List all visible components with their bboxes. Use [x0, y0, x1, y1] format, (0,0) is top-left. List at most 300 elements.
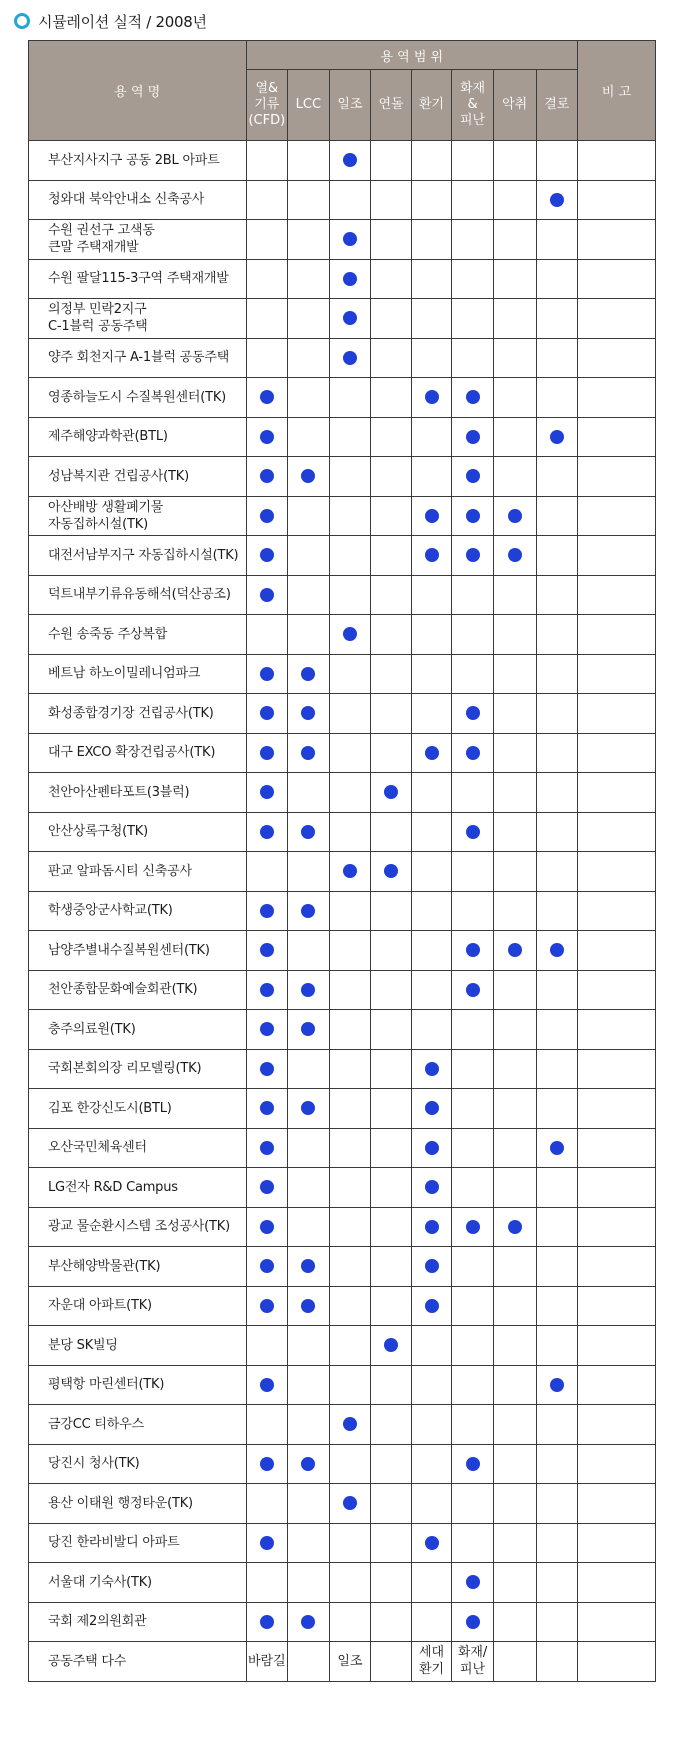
applied-dot-icon: [425, 1220, 439, 1234]
scope-cell: [536, 417, 578, 457]
applied-dot-icon: [425, 746, 439, 760]
scope-column-header: 열& 기류 (CFD): [246, 70, 288, 141]
scope-cell: [288, 457, 330, 497]
scope-cell: [288, 931, 330, 971]
service-name-cell: 의정부 민락2지구 C-1블럭 공동주택: [29, 299, 247, 339]
applied-dot-icon: [466, 706, 480, 720]
scope-cell: [452, 970, 494, 1010]
scope-cell: [288, 536, 330, 576]
applied-dot-icon: [260, 1101, 274, 1115]
scope-cell: [411, 1286, 452, 1326]
table-row: [29, 1049, 656, 1089]
table-row: [29, 141, 656, 181]
scope-cell: [371, 1523, 412, 1563]
scope-cell: [288, 1207, 330, 1247]
scope-column-header: 일조: [329, 70, 371, 141]
scope-cell: [493, 1286, 536, 1326]
service-name-cell: 자운대 아파트(TK): [29, 1286, 247, 1326]
table-row: [29, 1405, 656, 1445]
scope-cell: [536, 575, 578, 615]
service-name-cell: 청와대 북악안내소 신축공사: [29, 180, 247, 220]
scope-cell: [371, 1049, 412, 1089]
service-name-cell: 공동주택 다수: [29, 1642, 247, 1682]
scope-cell: [371, 1207, 412, 1247]
scope-cell: [536, 457, 578, 497]
scope-cell: [493, 733, 536, 773]
applied-dot-icon: [260, 1259, 274, 1273]
scope-cell: [246, 1484, 288, 1524]
scope-cell: [493, 496, 536, 536]
scope-cell: [371, 812, 412, 852]
scope-cell: [288, 1563, 330, 1603]
applied-dot-icon: [466, 746, 480, 760]
scope-cell: [411, 141, 452, 181]
service-name-cell: 오산국민체육센터: [29, 1128, 247, 1168]
scope-cell: [493, 1128, 536, 1168]
scope-cell: [411, 891, 452, 931]
scope-cell: [288, 773, 330, 813]
scope-cell: [493, 575, 536, 615]
applied-dot-icon: [466, 983, 480, 997]
remarks-cell: [578, 1602, 656, 1642]
scope-cell: [371, 852, 412, 892]
applied-dot-icon: [343, 153, 357, 167]
scope-cell: [246, 1089, 288, 1129]
applied-dot-icon: [260, 706, 274, 720]
service-name-cell: 대구 EXCO 확장건립공사(TK): [29, 733, 247, 773]
scope-cell: [371, 1405, 412, 1445]
scope-cell: [288, 654, 330, 694]
scope-cell: [493, 654, 536, 694]
scope-cell: [411, 694, 452, 734]
scope-cell: [288, 1444, 330, 1484]
applied-dot-icon: [301, 1299, 315, 1313]
scope-cell: [288, 1247, 330, 1287]
scope-cell: [329, 891, 371, 931]
table-row: [29, 536, 656, 576]
scope-cell: [288, 575, 330, 615]
scope-cell: [536, 1010, 578, 1050]
remarks-cell: [578, 1049, 656, 1089]
scope-cell: [452, 1484, 494, 1524]
scope-cell: [246, 891, 288, 931]
scope-cell: [411, 575, 452, 615]
scope-cell: [288, 1089, 330, 1129]
remarks-cell: [578, 575, 656, 615]
table-row: [29, 1642, 656, 1682]
applied-dot-icon: [301, 825, 315, 839]
scope-column-header: 환기: [411, 70, 452, 141]
scope-cell: [536, 1128, 578, 1168]
scope-cell: [246, 812, 288, 852]
scope-column-header: 결로: [536, 70, 578, 141]
table-row: [29, 259, 656, 299]
scope-cell: [536, 259, 578, 299]
scope-cell: [536, 1168, 578, 1208]
scope-cell: [246, 1642, 288, 1682]
scope-cell: [288, 180, 330, 220]
scope-cell: [411, 220, 452, 260]
scope-cell: [452, 1444, 494, 1484]
service-name-header: 용 역 명: [29, 41, 247, 141]
applied-dot-icon: [508, 509, 522, 523]
applied-dot-icon: [425, 509, 439, 523]
service-name-cell: 서울대 기숙사(TK): [29, 1563, 247, 1603]
applied-dot-icon: [260, 785, 274, 799]
remarks-cell: [578, 773, 656, 813]
scope-cell: [411, 338, 452, 378]
applied-dot-icon: [260, 825, 274, 839]
scope-cell: [329, 1089, 371, 1129]
service-name-cell: 천안종합문화예술회관(TK): [29, 970, 247, 1010]
table-row: [29, 1089, 656, 1129]
scope-cell: [536, 891, 578, 931]
remarks-cell: [578, 1405, 656, 1445]
applied-dot-icon: [301, 1101, 315, 1115]
table-row: [29, 1326, 656, 1366]
applied-dot-icon: [425, 1101, 439, 1115]
applied-dot-icon: [466, 1457, 480, 1471]
scope-cell: [536, 1602, 578, 1642]
scope-cell: [329, 694, 371, 734]
service-name-cell: 수원 팔달115-3구역 주택재개발: [29, 259, 247, 299]
scope-cell: [371, 1128, 412, 1168]
scope-cell: [452, 1247, 494, 1287]
scope-cell: [288, 1405, 330, 1445]
scope-cell: [329, 1326, 371, 1366]
table-row: [29, 299, 656, 339]
scope-cell: [411, 496, 452, 536]
scope-cell: [452, 654, 494, 694]
applied-dot-icon: [260, 1141, 274, 1155]
scope-cell: [493, 1049, 536, 1089]
scope-cell: [536, 180, 578, 220]
remarks-cell: [578, 1642, 656, 1682]
table-row: [29, 1484, 656, 1524]
scope-cell: [371, 615, 412, 655]
scope-cell: [536, 299, 578, 339]
table-row: [29, 1563, 656, 1603]
scope-cell: [493, 1089, 536, 1129]
scope-cell: [536, 1049, 578, 1089]
scope-cell: [411, 1128, 452, 1168]
service-name-cell: 충주의료원(TK): [29, 1010, 247, 1050]
remarks-cell: [578, 615, 656, 655]
scope-cell: [246, 931, 288, 971]
applied-dot-icon: [301, 1259, 315, 1273]
applied-dot-icon: [550, 193, 564, 207]
scope-cell: [371, 1089, 412, 1129]
scope-cell: [246, 615, 288, 655]
scope-cell: [246, 773, 288, 813]
scope-cell: [452, 1089, 494, 1129]
remarks-cell: [578, 1089, 656, 1129]
scope-cell: [411, 1207, 452, 1247]
scope-cell: [452, 1010, 494, 1050]
applied-dot-icon: [260, 943, 274, 957]
applied-dot-icon: [343, 351, 357, 365]
scope-cell: [371, 694, 412, 734]
remarks-cell: [578, 694, 656, 734]
scope-cell: [411, 654, 452, 694]
applied-dot-icon: [425, 1299, 439, 1313]
scope-cell: [452, 417, 494, 457]
applied-dot-icon: [301, 904, 315, 918]
scope-cell: [536, 1286, 578, 1326]
table-row: [29, 378, 656, 418]
scope-cell: [329, 378, 371, 418]
scope-cell: [288, 1168, 330, 1208]
scope-cell: [371, 733, 412, 773]
service-name-cell: 천안아산펜타포트(3블럭): [29, 773, 247, 813]
scope-cell: [246, 1168, 288, 1208]
scope-cell: [246, 457, 288, 497]
scope-cell: [493, 694, 536, 734]
scope-cell: [371, 220, 412, 260]
scope-cell: [493, 220, 536, 260]
scope-cell: [411, 931, 452, 971]
table-row: [29, 970, 656, 1010]
applied-dot-icon: [343, 232, 357, 246]
scope-cell: [371, 496, 412, 536]
scope-cell: [329, 299, 371, 339]
scope-cell: [246, 1326, 288, 1366]
scope-cell: [329, 1247, 371, 1287]
service-name-cell: 수원 송죽동 주상복합: [29, 615, 247, 655]
scope-cell: [536, 654, 578, 694]
scope-cell: [329, 536, 371, 576]
scope-cell: [452, 1523, 494, 1563]
scope-cell: [452, 852, 494, 892]
scope-cell: [329, 417, 371, 457]
service-name-cell: 분당 SK빌딩: [29, 1326, 247, 1366]
scope-cell: [288, 615, 330, 655]
applied-dot-icon: [550, 1141, 564, 1155]
remarks-cell: [578, 1326, 656, 1366]
table-row: [29, 1128, 656, 1168]
scope-cell: [536, 1207, 578, 1247]
scope-cell: [493, 891, 536, 931]
scope-cell: [246, 180, 288, 220]
table-row: [29, 1168, 656, 1208]
applied-dot-icon: [260, 1220, 274, 1234]
applied-dot-icon: [550, 430, 564, 444]
scope-cell: [493, 615, 536, 655]
scope-cell: [536, 1247, 578, 1287]
applied-dot-icon: [301, 1615, 315, 1629]
scope-column-header: 화재 & 피난: [452, 70, 494, 141]
scope-cell: [411, 259, 452, 299]
scope-cell: [411, 1563, 452, 1603]
scope-cell: [246, 338, 288, 378]
table-row: [29, 1523, 656, 1563]
scope-cell: [288, 496, 330, 536]
scope-cell: [452, 536, 494, 576]
scope-cell: [288, 220, 330, 260]
applied-dot-icon: [466, 430, 480, 444]
scope-cell: [536, 733, 578, 773]
scope-cell: [246, 970, 288, 1010]
applied-dot-icon: [425, 1141, 439, 1155]
applied-dot-icon: [425, 1062, 439, 1076]
service-name-cell: 평택항 마린센터(TK): [29, 1365, 247, 1405]
scope-cell: [493, 180, 536, 220]
table-row: [29, 1602, 656, 1642]
table-row: [29, 654, 656, 694]
scope-cell: [371, 1444, 412, 1484]
scope-cell: [493, 1010, 536, 1050]
scope-cell: [493, 1207, 536, 1247]
service-name-cell: 광교 물순환시스템 조성공사(TK): [29, 1207, 247, 1247]
remarks-cell: [578, 141, 656, 181]
scope-cell: [329, 1049, 371, 1089]
applied-dot-icon: [260, 1378, 274, 1392]
scope-cell: [452, 575, 494, 615]
scope-cell: [536, 220, 578, 260]
scope-cell: [371, 141, 412, 181]
scope-cell: [493, 1365, 536, 1405]
scope-cell: [411, 1326, 452, 1366]
applied-dot-icon: [260, 904, 274, 918]
scope-cell: [246, 1207, 288, 1247]
scope-cell: [452, 378, 494, 418]
scope-cell: [411, 1010, 452, 1050]
applied-dot-icon: [260, 1180, 274, 1194]
scope-cell: [411, 1642, 452, 1682]
applied-dot-icon: [343, 272, 357, 286]
applied-dot-icon: [466, 1220, 480, 1234]
scope-cell: [329, 1444, 371, 1484]
table-row: [29, 338, 656, 378]
scope-cell: [536, 1642, 578, 1682]
scope-cell: [536, 852, 578, 892]
scope-cell: [329, 733, 371, 773]
applied-dot-icon: [260, 667, 274, 681]
scope-cell: [329, 654, 371, 694]
scope-cell: [452, 931, 494, 971]
scope-cell: [246, 1563, 288, 1603]
scope-cell: [452, 615, 494, 655]
scope-cell: [411, 812, 452, 852]
scope-cell: [246, 575, 288, 615]
applied-dot-icon: [425, 390, 439, 404]
scope-cell: [493, 457, 536, 497]
table-row: [29, 615, 656, 655]
scope-cell: [411, 852, 452, 892]
table-row: [29, 931, 656, 971]
applied-dot-icon: [301, 746, 315, 760]
table-row: [29, 733, 656, 773]
scope-cell: [493, 378, 536, 418]
scope-cell: [288, 891, 330, 931]
remarks-cell: [578, 299, 656, 339]
applied-dot-icon: [508, 943, 522, 957]
applied-dot-icon: [260, 548, 274, 562]
scope-cell: [452, 1168, 494, 1208]
scope-cell: [288, 852, 330, 892]
scope-cell: [371, 970, 412, 1010]
scope-cell: [411, 378, 452, 418]
scope-cell-text: 세대 환기: [418, 1645, 445, 1678]
scope-cell: [288, 1049, 330, 1089]
scope-cell: [371, 1365, 412, 1405]
service-name-cell: 학생중앙군사학교(TK): [29, 891, 247, 931]
scope-cell: [452, 1049, 494, 1089]
scope-cell: [329, 141, 371, 181]
applied-dot-icon: [343, 311, 357, 325]
scope-cell: [329, 1128, 371, 1168]
scope-cell: [246, 1444, 288, 1484]
scope-cell: [371, 1602, 412, 1642]
service-name-cell: 대전서남부지구 자동집하시설(TK): [29, 536, 247, 576]
scope-cell: [288, 970, 330, 1010]
applied-dot-icon: [301, 983, 315, 997]
scope-cell: [493, 812, 536, 852]
scope-cell: [452, 220, 494, 260]
table-row: [29, 496, 656, 536]
scope-cell: [329, 1602, 371, 1642]
applied-dot-icon: [550, 943, 564, 957]
table-row: [29, 694, 656, 734]
remarks-cell: [578, 417, 656, 457]
remarks-cell: [578, 1484, 656, 1524]
remarks-cell: [578, 1365, 656, 1405]
scope-cell: [493, 1326, 536, 1366]
scope-cell: [329, 338, 371, 378]
scope-cell: [288, 1365, 330, 1405]
scope-cell: [452, 773, 494, 813]
scope-cell: [493, 773, 536, 813]
scope-cell: [493, 1642, 536, 1682]
remarks-cell: [578, 654, 656, 694]
scope-cell: [329, 852, 371, 892]
service-name-cell: 덕트내부기류유동해석(덕산공조): [29, 575, 247, 615]
scope-cell: [411, 1405, 452, 1445]
applied-dot-icon: [260, 588, 274, 602]
scope-cell: [452, 733, 494, 773]
scope-cell: [246, 1049, 288, 1089]
scope-cell: [452, 496, 494, 536]
remarks-cell: [578, 180, 656, 220]
scope-cell: [493, 1247, 536, 1287]
scope-cell: [288, 1286, 330, 1326]
scope-cell: [493, 259, 536, 299]
scope-cell: [246, 299, 288, 339]
scope-cell: [493, 1484, 536, 1524]
scope-cell: [452, 259, 494, 299]
scope-cell: [493, 1168, 536, 1208]
remarks-cell: [578, 536, 656, 576]
scope-cell: [452, 1405, 494, 1445]
scope-cell: [371, 1642, 412, 1682]
ring-bullet-icon: [14, 13, 30, 29]
scope-cell: [452, 1602, 494, 1642]
scope-cell: [536, 694, 578, 734]
scope-cell: [452, 1563, 494, 1603]
table-row: [29, 180, 656, 220]
applied-dot-icon: [466, 390, 480, 404]
applied-dot-icon: [425, 548, 439, 562]
table-row: [29, 812, 656, 852]
results-table: [28, 40, 656, 1682]
scope-cell: [288, 259, 330, 299]
scope-cell: [493, 536, 536, 576]
scope-cell: [371, 457, 412, 497]
scope-cell: [329, 1010, 371, 1050]
applied-dot-icon: [466, 1615, 480, 1629]
table-row: [29, 1286, 656, 1326]
remarks-cell: [578, 1207, 656, 1247]
